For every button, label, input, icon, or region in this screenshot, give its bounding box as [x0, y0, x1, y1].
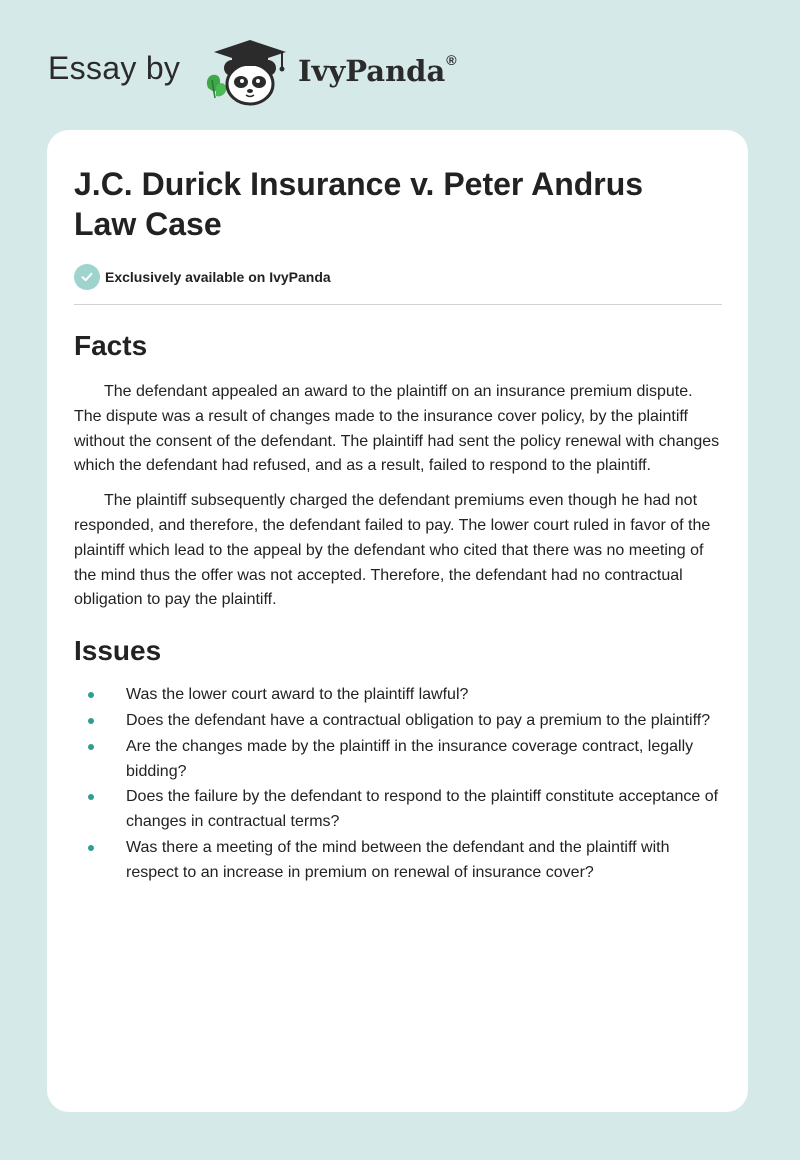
article-card: [47, 130, 748, 1112]
page-title: J.C. Durick Insurance v. Peter Andrus Law Case: [74, 166, 644, 242]
facts-paragraph: The plaintiff subsequently charged the defendant premiums even though he had not responded, and therefore, the defendant failed to pay. The lower court ruled in favor of the plaintiff which lead to the appeal by the defendant who cited that there was no meeting of the mind thus the offer was not accepted. Therefore, the defendant had no contractual obligation to pay the plaintiff.: [74, 492, 711, 609]
bullet-icon: [88, 845, 94, 851]
bullet-icon: [88, 692, 94, 698]
panda-logo-icon: [202, 36, 294, 108]
list-item: Does the defendant have a contractual obligation to pay a premium to the plaintiff?: [74, 709, 722, 734]
list-item: Does the failure by the defendant to respond to the plaintiff constitute acceptance of changes in contractual terms?: [74, 785, 722, 835]
brand-prefix: Essay by: [48, 50, 181, 86]
bullet-icon: [88, 794, 94, 800]
issues-list: [74, 683, 722, 885]
brand-header: [48, 36, 528, 108]
registered-mark: ®: [446, 52, 457, 68]
facts-paragraph: The defendant appealed an award to the plaintiff on an insurance premium dispute. The dispute was a result of changes made to the insurance cover policy, by the plaintiff without the consent of the defendant. The plaintiff had sent the policy renewal with changes which the defendant had refused, and as a result, failed to respond to the plaintiff.: [74, 383, 720, 475]
issues-heading: Issues: [74, 635, 162, 667]
list-item: Are the changes made by the plaintiff in the insurance coverage contract, legally bidding?: [74, 735, 722, 785]
list-item: Was the lower court award to the plaintiff lawful?: [74, 683, 722, 708]
list-item: Was there a meeting of the mind between the defendant and the plaintiff with respect to an increase in premium on renewal of insurance cover?: [74, 836, 722, 886]
check-circle-icon: [74, 264, 100, 290]
bullet-icon: [88, 744, 94, 750]
badge-text: Exclusively available on IvyPanda: [105, 269, 331, 285]
brand-name: IvyPanda®: [298, 52, 457, 88]
facts-heading: Facts: [74, 330, 148, 361]
divider: [74, 304, 722, 305]
bullet-icon: [88, 718, 94, 724]
exclusive-badge: [74, 263, 722, 291]
